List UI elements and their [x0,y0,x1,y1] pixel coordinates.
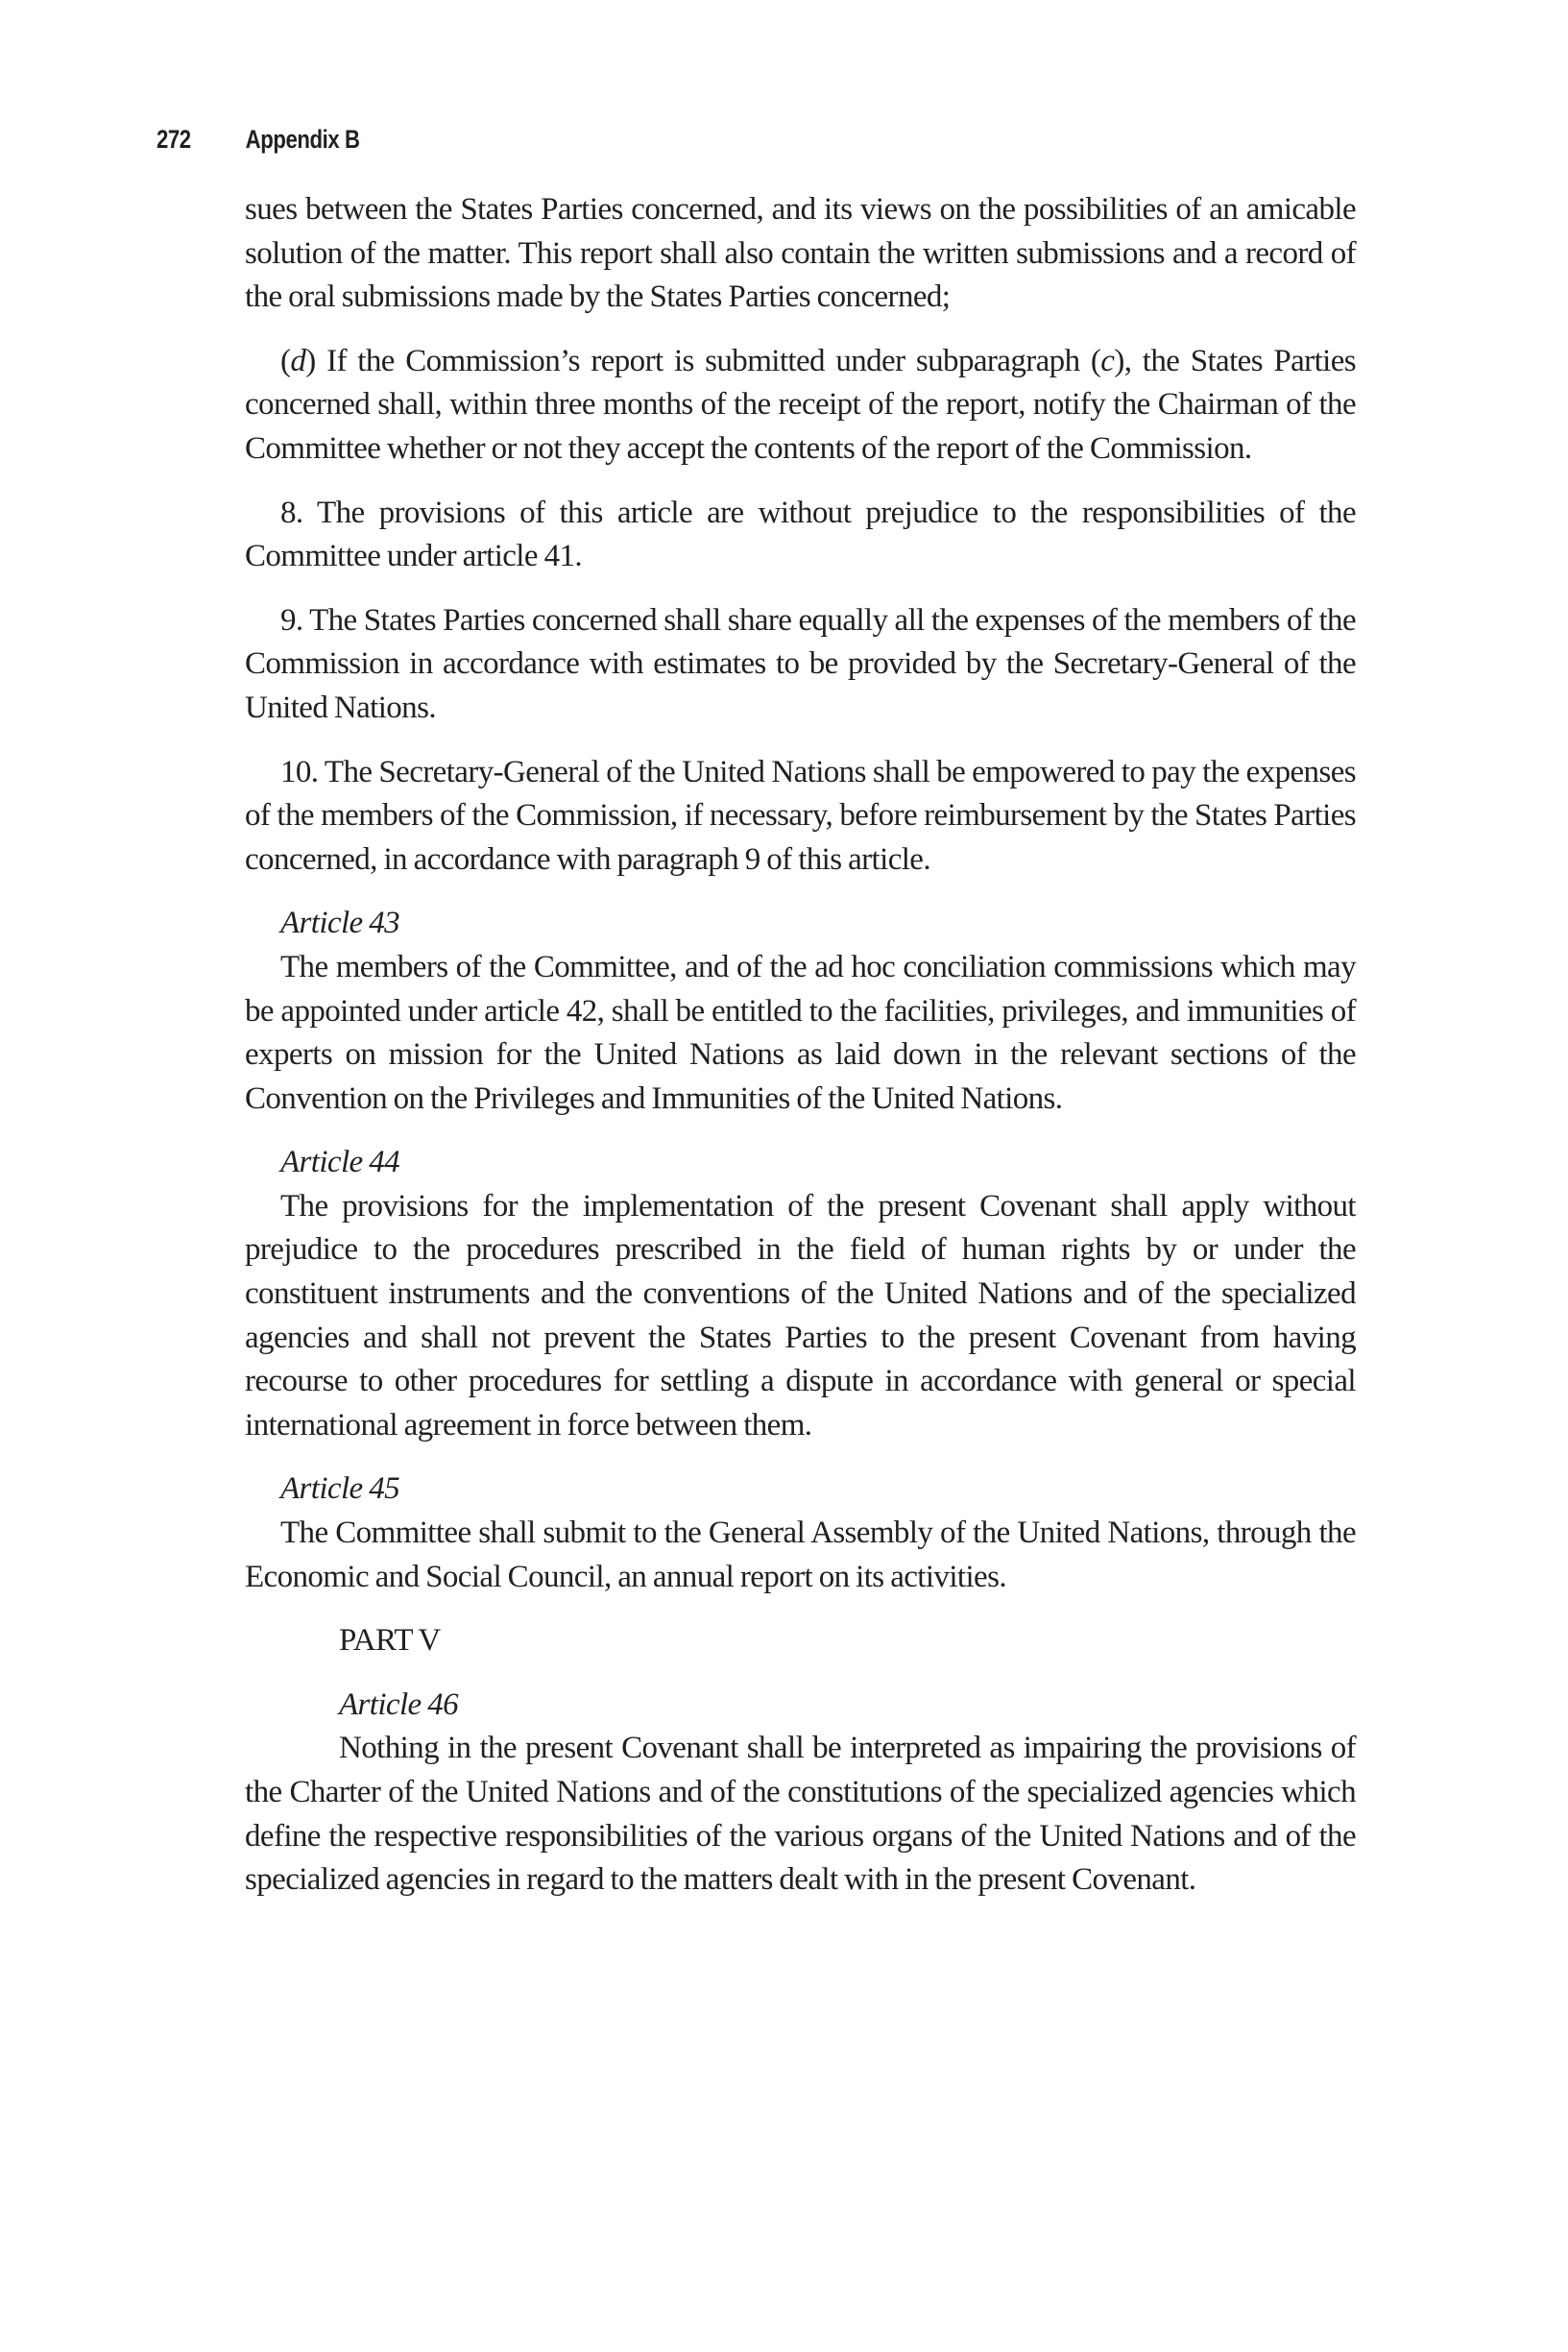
paragraph-continuation: sues between the States Parties concerned, and its views on the possibilities of an amicable solution of the matter. This report shall also contain the written submissions and a record of the oral submissions made by the States Parties concerned; [245,192,1356,315]
paragraph-d-text-a: If the Commission’s report is submitted under subparagraph ( [315,343,1101,378]
article-43-text: The members of the Committee, and of the ad hoc conciliation commissions which may be appointed under article 42, shall be entitled to the facilities, privileges, and immunities of experts on mission for the United Nations as laid down in the relevant sections of the Convention on the Privileges and Immunities of the United Nations. [245,949,1356,1116]
article-46-heading: Article 46 [339,1686,459,1722]
article-45-heading: Article 45 [280,1471,400,1507]
paragraph-d-label-open: ( [280,343,291,378]
article-43-heading: Article 43 [280,906,400,941]
article-44-heading: Article 44 [280,1145,400,1180]
paragraph-d-subref: c [1100,343,1115,378]
paragraph-d-label: d [290,343,306,378]
page-body [245,188,1356,1923]
paragraph-d-label-close: ) [305,343,316,378]
paragraph-d [245,340,1356,472]
article-44-text: The provisions for the implementation of the present Covenant shall apply without prejudice to the procedures prescribed in the field of human rights by or under the constituent instruments and the conventions of the United Nations and of the specialized agencies and shall not prevent the States Parties to the present Covenant from having recourse to other procedures for settling a dispute in accordance with general or special international agreement in force between them. [245,1188,1356,1443]
paragraph-9: 9. The States Parties concerned shall share equally all the expenses of the members of the Commission in accordance with estimates to be provided by the Secretary-General of the United Nations. [245,602,1356,725]
paragraph-10: 10. The Secretary-General of the United Nations shall be empowered to pay the expenses of the members of the Commission, if necessary, before reimbursement by the States Parties concerned, in accordance with paragraph 9 of this article. [245,754,1356,877]
article-45-text: The Committee shall submit to the General Assembly of the United Nations, through the Economic and Social Council, an annual report on its activities. [245,1515,1356,1594]
section-title: Appendix B [245,125,360,154]
running-head [157,125,360,155]
paragraph-d-text-b: ), the States Parties concerned shall, within three months of the receipt of the report, notify the Chairman of the Committee whether or not they accept the contents of the report of the Commission. [245,343,1356,466]
part-v-heading: PART V [339,1623,441,1659]
page-number: 272 [157,125,191,154]
paragraph-8: 8. The provisions of this article are without prejudice to the responsibilities of the Committee under article 41. [245,495,1356,574]
article-46-text: Nothing in the present Covenant shall be interpreted as impairing the provisions of the Charter of the United Nations and of the constitutions of the specialized agencies which define the respective responsibilities of the various organs of the United Nations and of the specialized agencies in regard to the matters dealt with in the present Covenant. [245,1731,1356,1898]
